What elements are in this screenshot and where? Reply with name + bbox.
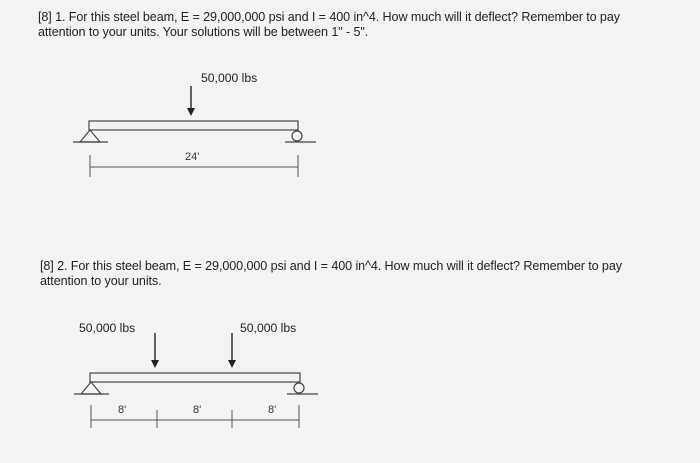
span-label-2b: 8' xyxy=(193,404,202,416)
roller-support-right-1 xyxy=(285,131,316,142)
span-label-2c: 8' xyxy=(268,404,277,416)
span-label-1: 24' xyxy=(185,151,200,163)
problem-1-line-2: attention to your units. Your solutions will be between 1" - 5". xyxy=(38,25,369,39)
span-label-2a: 8' xyxy=(118,404,127,416)
problem-1-line-1: [8] 1. For this steel beam, E = 29,000,000 psi and I = 400 in^4. How much will it deflect? Remember to pay xyxy=(38,10,620,24)
beam-1 xyxy=(89,121,298,130)
problem-2-line-1: [8] 2. For this steel beam, E = 29,000,000 psi and I = 400 in^4. How much will it deflect? Remember to pay xyxy=(40,259,622,273)
beam-diagram-1 xyxy=(73,86,316,177)
pin-support-left-1 xyxy=(73,130,108,142)
load-label-1: 50,000 lbs xyxy=(201,71,258,85)
beam-2 xyxy=(90,373,300,382)
roller-support-right-2 xyxy=(287,383,318,394)
problem-2-line-2: attention to your units. xyxy=(40,274,162,288)
load-label-right-2: 50,000 lbs xyxy=(240,321,297,335)
pin-support-left-2 xyxy=(74,382,109,394)
load-label-left-2: 50,000 lbs xyxy=(79,321,136,335)
